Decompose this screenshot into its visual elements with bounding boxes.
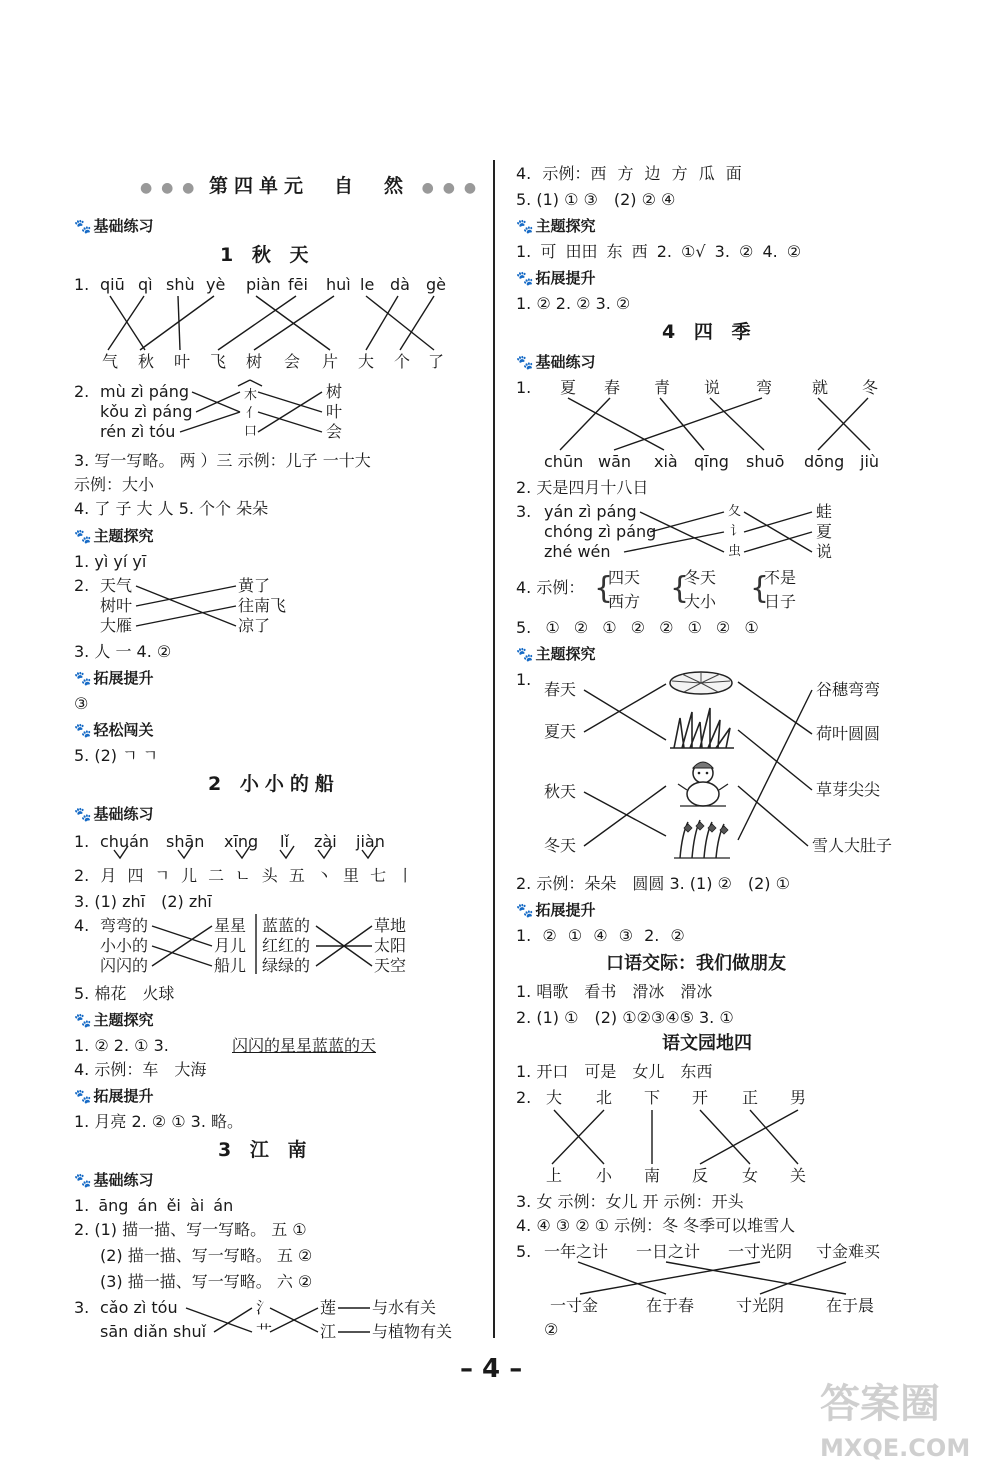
phrase-item: 太阳 <box>374 936 407 955</box>
paw-icon: 🐾 <box>74 723 92 739</box>
char-item: 气 <box>102 352 119 371</box>
char-item: 冬 <box>862 378 879 397</box>
pinyin-item: shān <box>166 832 205 851</box>
answer-line: (3) 描一描、写一写略。 六 ② <box>100 1272 313 1291</box>
decor-dots-right: ● ● ● <box>421 180 479 196</box>
answer-line: ③ <box>74 694 89 713</box>
match-line <box>584 690 666 740</box>
question-label: 1. <box>516 378 532 397</box>
section-heading: 🐾 基础练习 <box>74 217 154 235</box>
pinyin-item: xià <box>654 452 678 471</box>
phrase-item: 树叶 <box>100 596 133 615</box>
char-item: 片 <box>322 352 339 371</box>
pinyin-item: gè <box>426 275 446 294</box>
lesson-title: 2 小小的船 <box>208 773 340 795</box>
paw-icon: 🐾 <box>516 647 534 663</box>
section-heading: 🐾 基础练习 <box>74 1171 154 1189</box>
char-item: 春 <box>604 378 621 397</box>
char-item: 青 <box>654 378 671 397</box>
feature-label: 草芽尖尖 <box>816 780 881 799</box>
match-line <box>316 926 372 966</box>
idiom-item: 寸光阴 <box>736 1296 785 1315</box>
section-heading: 🐾 拓展提升 <box>74 1087 154 1105</box>
phrase-item: 月儿 <box>214 936 247 955</box>
pinyin-item: xīng <box>224 832 259 851</box>
paw-icon: 🐾 <box>74 1089 92 1105</box>
match-line <box>584 786 666 846</box>
question-label: 2. <box>74 576 90 595</box>
radical-name: yán zì páng <box>544 502 637 521</box>
char-item: 会 <box>326 422 343 441</box>
answer-line: 1. 开口 可是 女儿 东西 <box>516 1062 713 1081</box>
unit-title: 第四单元 自 然 <box>209 175 410 197</box>
match-line <box>270 1308 318 1332</box>
match-line <box>270 1308 318 1332</box>
answer-line: 3. 写一写略。 两 ）三 示例：儿子 一十大 <box>74 451 371 470</box>
answer-line: 5. ① ② ① ② ② ① ② ① <box>516 618 759 637</box>
char-item: 江 <box>320 1322 337 1341</box>
match-line <box>258 412 322 432</box>
pinyin-item: jiàn <box>356 832 385 851</box>
match-line <box>760 1262 846 1294</box>
char-item: 上 <box>546 1166 563 1185</box>
radical: 木 <box>244 388 258 403</box>
radical-name: chóng zì páng <box>544 522 657 541</box>
answer-line: 1. ② 2. ① 3. <box>74 1036 169 1055</box>
pinyin-item: fēi <box>288 275 308 294</box>
char-item: 叶 <box>326 402 343 421</box>
match-line <box>258 392 322 412</box>
question-label: 4. 示例： <box>516 578 585 597</box>
question-label: 3. <box>74 1298 90 1317</box>
match-line <box>258 392 322 432</box>
idiom-item: 一寸光阴 <box>728 1242 793 1261</box>
char-item: 叶 <box>174 352 191 371</box>
question-label: 3. <box>516 502 532 521</box>
match-line <box>666 1262 846 1294</box>
char-item: 下 <box>644 1088 661 1107</box>
pinyin-item: chūn <box>544 452 584 471</box>
char-item: 关 <box>790 1166 807 1185</box>
match-line <box>584 792 666 836</box>
pinyin-item: qiū <box>100 275 125 294</box>
phrase-item: 草地 <box>374 916 407 935</box>
match-line <box>108 296 144 350</box>
paw-icon: 🐾 <box>516 355 534 371</box>
match-line <box>218 296 296 350</box>
paw-icon: 🐾 <box>74 529 92 545</box>
phrase-item: 大雁 <box>100 616 133 635</box>
radical: 口 <box>244 424 258 439</box>
char-item: 莲 <box>320 1298 337 1317</box>
answer-line: 5. (2) ㄱ ㄱ <box>74 746 159 765</box>
brace: { <box>750 571 770 606</box>
brace: { <box>594 571 614 606</box>
phrase-item: 天气 <box>100 576 133 595</box>
season-label: 秋天 <box>544 782 577 801</box>
match-line <box>136 586 236 626</box>
answer-line: 1. āng án ěi ài án <box>74 1196 234 1215</box>
match-line <box>700 1110 798 1164</box>
match-line <box>738 730 812 790</box>
char-item: 反 <box>692 1166 709 1185</box>
idiom-item: 一日之计 <box>636 1242 701 1261</box>
column-divider <box>493 160 495 1338</box>
radical: 氵 <box>256 1298 273 1317</box>
section-title: 口语交际：我们做朋友 <box>606 953 786 974</box>
match-line <box>152 946 212 966</box>
pinyin-item: piàn <box>246 275 281 294</box>
char-item: 了 <box>428 352 445 371</box>
answer-line: 5. (1) ① ③ (2) ② ④ <box>516 190 676 209</box>
phrase-item: 船儿 <box>214 956 247 975</box>
lotus-leaf-icon <box>668 668 734 698</box>
idiom-item: 一寸金 <box>550 1296 599 1315</box>
match-line <box>700 1110 750 1164</box>
match-line <box>178 296 180 350</box>
answer-line: 3. (1) zhī (2) zhī <box>74 892 212 911</box>
radical: 夂 <box>728 504 742 519</box>
match-line <box>136 606 236 626</box>
paw-icon: 🐾 <box>74 1173 92 1189</box>
answer-line: 2. (1) 描一描、写一写略。 五 ① <box>74 1220 307 1239</box>
match-line <box>152 926 212 946</box>
section-heading: 🐾 拓展提升 <box>516 269 596 287</box>
phrase-item: 黄了 <box>238 576 271 595</box>
radical-name: rén zì tóu <box>100 422 176 441</box>
match-line <box>818 398 870 450</box>
section-heading: 🐾 轻松闯关 <box>74 721 154 739</box>
lesson-title: 4 四 季 <box>662 321 757 343</box>
char-item: 秋 <box>138 352 155 371</box>
char-item: 正 <box>742 1088 759 1107</box>
section-heading: 🐾 拓展提升 <box>74 669 154 687</box>
radical-name: zhé wén <box>544 542 611 561</box>
pinyin-item: yè <box>206 275 226 294</box>
phrase-item: 弯弯的 <box>100 916 149 935</box>
char-item: 北 <box>596 1088 613 1107</box>
radical-name: kǒu zì páng <box>100 402 193 421</box>
char-item: 开 <box>692 1088 709 1107</box>
char-item: 就 <box>812 378 829 397</box>
phrase-item: 红红的 <box>262 936 311 955</box>
match-line <box>214 1308 252 1332</box>
rice-ear-icon <box>672 814 732 860</box>
phrase-item: 小小的 <box>100 936 149 955</box>
question-label: 1. <box>74 832 90 851</box>
idiom-item: 在于晨 <box>826 1296 875 1315</box>
paw-icon: 🐾 <box>516 219 534 235</box>
match-line <box>366 296 398 350</box>
match-line <box>738 682 812 734</box>
idiom-item: 一年之计 <box>544 1242 609 1261</box>
question-label: 4. <box>74 916 90 935</box>
answer-line: 4. 示例：车 大海 <box>74 1060 207 1079</box>
char-item: 个 <box>394 352 411 371</box>
section-heading: 🐾 主题探究 <box>74 1011 154 1029</box>
section-heading: 🐾 基础练习 <box>516 353 596 371</box>
section-title: 语文园地四 <box>662 1033 752 1054</box>
match-line <box>110 296 145 350</box>
phrase-item: 蓝蓝的 <box>262 916 311 935</box>
paw-icon: 🐾 <box>74 671 92 687</box>
section-heading: 🐾 基础练习 <box>74 805 154 823</box>
match-line <box>152 926 212 966</box>
answer-line: 示例：大小 <box>74 475 155 494</box>
answer-line: 2. 天是四月十八日 <box>516 478 649 497</box>
phrase-item: 与水有关 <box>372 1298 437 1317</box>
paw-icon: 🐾 <box>74 1013 92 1029</box>
char-item: 蛙 <box>816 502 833 521</box>
answer-line: 2. (1) ① (2) ①②③④⑤ 3. ① <box>516 1008 734 1027</box>
answer-line: 2. 示例：朵朵 圆圆 3. (1) ② (2) ① <box>516 874 790 893</box>
match-line <box>818 398 868 450</box>
question-label: 1. <box>516 670 532 689</box>
word-item: 不是 <box>764 568 797 587</box>
answer-line: 1. 月亮 2. ② ① 3. 略。 <box>74 1112 244 1131</box>
word-item: 四天 <box>608 568 641 587</box>
match-line <box>584 684 666 732</box>
answer-line: 3. 人 一 4. ② <box>74 642 172 661</box>
char-item: 说 <box>704 378 721 397</box>
question-label: 1. <box>74 275 90 294</box>
pinyin-item: jiù <box>860 452 880 471</box>
match-line <box>744 512 812 532</box>
paw-icon: 🐾 <box>74 807 92 823</box>
word-item: 西方 <box>608 592 641 611</box>
underlined-answer: 闪闪的星星蓝蓝的天 <box>232 1036 377 1055</box>
lesson-title: 3 江 南 <box>218 1139 313 1161</box>
match-line <box>578 1262 666 1294</box>
word-item: 日子 <box>764 592 797 611</box>
radical: 亻 <box>246 406 260 421</box>
char-item: 大 <box>546 1088 563 1107</box>
question-label: 2. <box>74 382 90 401</box>
match-line <box>738 786 808 846</box>
snowman-icon <box>676 758 730 808</box>
page-number: – 4 – <box>460 1354 523 1384</box>
char-item: 女 <box>742 1166 759 1185</box>
match-line <box>580 1262 760 1294</box>
answer-line: 1. ② ① ④ ③ 2. ② <box>516 926 685 945</box>
watermark-url: MXQE.COM <box>820 1434 971 1462</box>
answer-line: 1. 唱歌 看书 滑冰 滑冰 <box>516 982 713 1001</box>
match-line <box>254 296 334 350</box>
match-line <box>366 296 434 350</box>
char-item: 男 <box>790 1088 807 1107</box>
char-item: 会 <box>284 352 301 371</box>
section-heading: 🐾 主题探究 <box>516 217 596 235</box>
pinyin-item: zài <box>314 832 337 851</box>
lesson-title: 1 秋 天 <box>220 244 315 266</box>
radical-name: cǎo zì tóu <box>100 1298 178 1317</box>
section-heading: 🐾 主题探究 <box>516 645 596 663</box>
match-line <box>554 1110 604 1164</box>
season-label: 夏天 <box>544 722 577 741</box>
pinyin-item: lǐ <box>280 832 289 851</box>
match-line <box>660 398 704 450</box>
match-line <box>316 926 372 966</box>
answer-line: ② <box>544 1320 559 1339</box>
answer-line: 4. 了 子 大 人 5. 个个 朵朵 <box>74 499 269 518</box>
pinyin-item: shuō <box>746 452 785 471</box>
pinyin-item: wān <box>598 452 632 471</box>
char-item: 说 <box>816 542 833 561</box>
match-line <box>614 398 762 450</box>
phrase-item: 往南飞 <box>238 596 287 615</box>
radical-name: mù zì páng <box>100 382 189 401</box>
match-line <box>750 1110 798 1164</box>
match-line <box>256 296 330 350</box>
char-item: 飞 <box>210 352 227 371</box>
unit-title-row <box>140 176 478 198</box>
radical-name: sān diǎn shuǐ <box>100 1322 207 1341</box>
match-line <box>560 398 610 450</box>
char-item: 大 <box>358 352 375 371</box>
match-line <box>744 512 812 552</box>
question-label: 5. <box>516 1242 532 1261</box>
match-line <box>650 512 724 532</box>
phrase-item: 星星 <box>214 916 247 935</box>
answer-line: 3. 女 示例：女儿 开 示例：开头 <box>516 1192 744 1211</box>
answer-line: 1. yì yí yī <box>74 552 147 571</box>
radical: 讠 <box>730 524 744 539</box>
match-line <box>568 398 664 450</box>
question-label: 2. <box>516 1088 532 1107</box>
match-line <box>192 392 240 412</box>
answer-line: 4. ④ ③ ② ① 示例：冬 冬季可以堆雪人 <box>516 1216 796 1235</box>
paw-icon: 🐾 <box>74 219 92 235</box>
pinyin-item: shù <box>166 275 195 294</box>
match-line <box>400 296 434 350</box>
word-item: 冬天 <box>684 568 717 587</box>
paw-icon: 🐾 <box>516 271 534 287</box>
char-item: 南 <box>644 1166 661 1185</box>
match-line <box>738 690 812 840</box>
idiom-item: 在于春 <box>646 1296 695 1315</box>
pinyin-item: huì <box>326 275 351 294</box>
brace: { <box>670 571 690 606</box>
pinyin-item: dà <box>390 275 410 294</box>
match-line <box>552 1110 604 1164</box>
feature-label: 谷穗弯弯 <box>816 680 881 699</box>
answer-line: 1. 可 田田 东 西 2. ①√ 3. ② 4. ② <box>516 242 802 261</box>
decor-dots-left: ● ● ● <box>140 180 197 196</box>
phrase-item: 闪闪的 <box>100 956 149 975</box>
section-heading: 🐾 拓展提升 <box>516 901 596 919</box>
phrase-item: 凉了 <box>238 616 271 635</box>
pinyin-item: dōng <box>804 452 845 471</box>
match-line <box>744 532 812 552</box>
paw-icon: 🐾 <box>516 903 534 919</box>
pinyin-item: qīng <box>694 452 729 471</box>
radical: 艹 <box>256 1322 273 1341</box>
watermark-logo: 答案圈 <box>820 1381 940 1427</box>
match-line <box>196 392 240 412</box>
season-label: 冬天 <box>544 836 577 855</box>
answer-line: 4. 示例：西 方 边 方 瓜 面 <box>516 164 742 183</box>
pinyin-item: le <box>360 275 375 294</box>
answer-line: 2. 月 四 ㄱ 儿 二 ㄴ 头 五 丶 里 七 丨 <box>74 866 414 885</box>
feature-label: 荷叶圆圆 <box>816 724 881 743</box>
radical: 虫 <box>728 544 742 559</box>
section-heading: 🐾 主题探究 <box>74 527 154 545</box>
season-label: 春天 <box>544 680 577 699</box>
pinyin-item: chuán <box>100 832 150 851</box>
char-item: 夏 <box>816 522 833 541</box>
char-item: 树 <box>326 382 343 401</box>
char-item: 弯 <box>756 378 773 397</box>
answer-line: (2) 描一描、写一写略。 五 ② <box>100 1246 313 1265</box>
char-item: 树 <box>246 352 263 371</box>
answer-line: 1. ② 2. ② 3. ② <box>516 294 631 313</box>
match-line <box>710 398 764 450</box>
idiom-item: 寸金难买 <box>816 1242 881 1261</box>
word-item: 大小 <box>684 592 717 611</box>
pinyin-item: qì <box>138 275 153 294</box>
grass-icon <box>670 704 734 750</box>
phrase-item: 与植物有关 <box>372 1322 453 1341</box>
char-item: 夏 <box>560 378 577 397</box>
phrase-item: 绿绿的 <box>262 956 311 975</box>
phrase-item: 天空 <box>374 956 407 975</box>
match-line <box>136 586 236 606</box>
char-item: 小 <box>596 1166 613 1185</box>
match-line <box>140 296 214 350</box>
answer-line: 5. 棉花 火球 <box>74 984 175 1003</box>
feature-label: 雪人大肚子 <box>812 836 893 855</box>
